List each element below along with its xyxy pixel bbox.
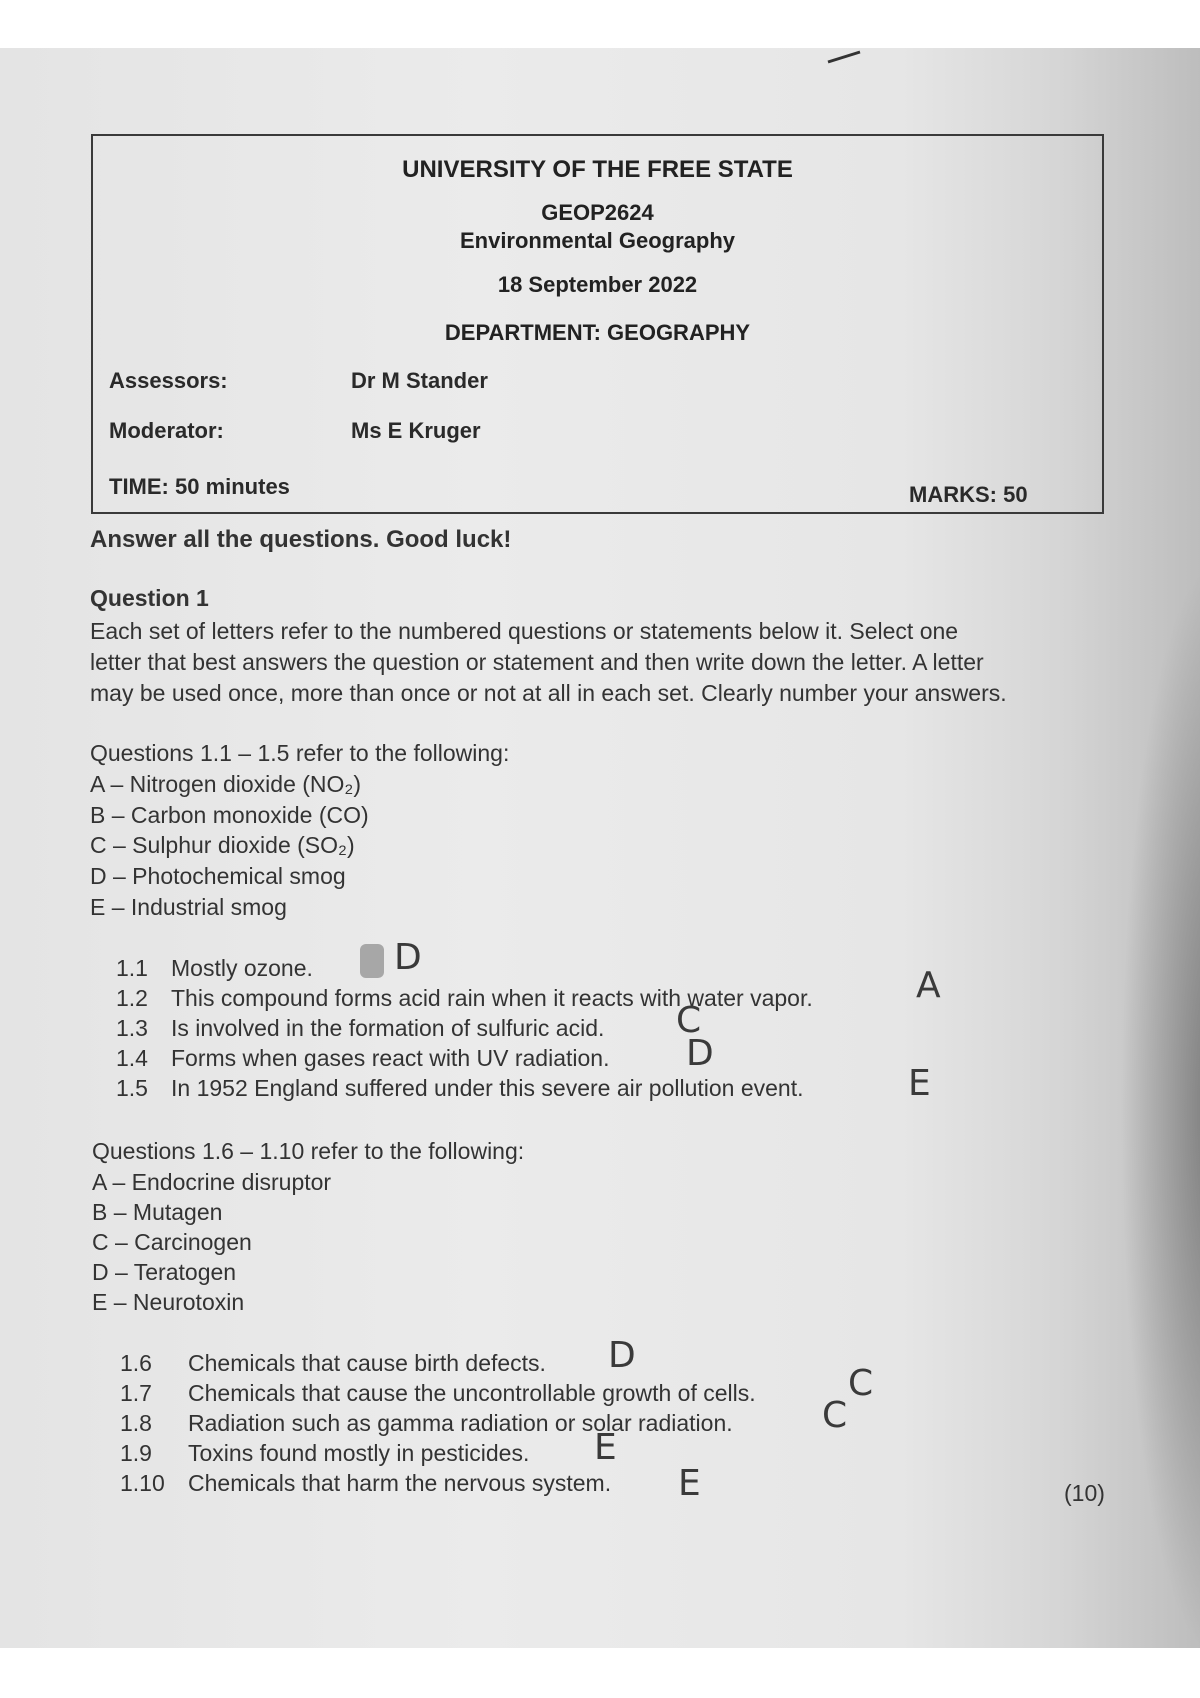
item-text: This compound forms acid rain when it reacts with water vapor. (171, 985, 813, 1011)
option: E – Industrial smog (90, 894, 287, 920)
question-item (120, 1380, 756, 1407)
item-number: 1.3 (116, 1015, 148, 1041)
handwritten-answer: C (822, 1395, 848, 1436)
intro-line: may be used once, more than once or not at all in each set. Clearly number your answers. (90, 680, 1007, 706)
question-marks: (10) (1064, 1480, 1105, 1506)
assessors-value: Dr M Stander (351, 368, 488, 393)
option: C – Carcinogen (92, 1229, 252, 1255)
exam-header-box (91, 134, 1104, 514)
handwritten-answer: D (394, 937, 422, 978)
item-number: 1.1 (116, 955, 148, 981)
handwritten-answer: D (608, 1335, 636, 1376)
option: A – Endocrine disruptor (92, 1169, 332, 1195)
option: B – Carbon monoxide (CO) (90, 802, 369, 828)
handwritten-answer: E (594, 1427, 617, 1468)
item-text: Chemicals that harm the nervous system. (188, 1470, 612, 1496)
exam-date: 18 September 2022 (497, 272, 698, 297)
handwritten-answer: C (676, 1000, 702, 1041)
item-number: 1.2 (116, 985, 148, 1011)
total-marks: MARKS: 50 (909, 482, 1028, 507)
question-item (116, 985, 813, 1012)
item-text: Mostly ozone. (171, 955, 313, 981)
item-number: 1.5 (116, 1075, 148, 1101)
item-number: 1.9 (120, 1440, 152, 1466)
item-number: 1.4 (116, 1045, 148, 1071)
item-text: Toxins found mostly in pesticides. (188, 1440, 530, 1466)
option: D – Teratogen (92, 1259, 237, 1285)
item-number: 1.7 (120, 1380, 152, 1406)
department: DEPARTMENT: GEOGRAPHY (444, 320, 751, 345)
scribble-mark (360, 944, 384, 978)
intro-line: Each set of letters refer to the numbered questions or statements below it. Select one (90, 618, 959, 644)
set1-heading: Questions 1.1 – 1.5 refer to the following: (90, 740, 510, 766)
item-text: In 1952 England suffered under this severe air pollution event. (171, 1075, 804, 1101)
hand-shadow (1120, 560, 1200, 1660)
handwritten-answer: D (686, 1033, 714, 1074)
question-item (116, 955, 313, 982)
item-text: Is involved in the formation of sulfuric acid. (171, 1015, 605, 1041)
time-allowed: TIME: 50 minutes (109, 474, 290, 499)
item-text: Forms when gases react with UV radiation. (171, 1045, 610, 1071)
question-item (116, 1015, 604, 1042)
option: C – Sulphur dioxide (SO₂) (90, 832, 355, 858)
handwritten-answer: A (916, 965, 941, 1006)
moderator-label: Moderator: (109, 418, 224, 443)
item-number: 1.8 (120, 1410, 152, 1436)
set2-heading: Questions 1.6 – 1.10 refer to the following: (92, 1138, 525, 1164)
university-name: UNIVERSITY OF THE FREE STATE (402, 156, 793, 183)
option: A – Nitrogen dioxide (NO₂) (90, 771, 361, 797)
question-title: Question 1 (90, 585, 209, 611)
item-number: 1.6 (120, 1350, 152, 1376)
option: B – Mutagen (92, 1199, 223, 1225)
handwritten-answer: E (908, 1063, 931, 1104)
option: D – Photochemical smog (90, 863, 346, 889)
pen-mark (826, 48, 866, 68)
question-item (120, 1410, 733, 1437)
item-number: 1.10 (120, 1470, 165, 1496)
course-name: Environmental Geography (459, 228, 736, 253)
question-item (116, 1075, 804, 1102)
question-item (120, 1350, 546, 1377)
assessors-label: Assessors: (109, 368, 228, 393)
question-item (120, 1440, 529, 1467)
item-text: Radiation such as gamma radiation or solar radiation. (188, 1410, 733, 1436)
option: E – Neurotoxin (92, 1289, 245, 1315)
question-item (116, 1045, 609, 1072)
handwritten-answer: E (678, 1463, 701, 1504)
instruction: Answer all the questions. Good luck! (90, 526, 512, 553)
item-text: Chemicals that cause birth defects. (188, 1350, 546, 1376)
handwritten-answer: C (848, 1363, 874, 1404)
intro-line: letter that best answers the question or statement and then write down the letter. A letter (90, 649, 984, 675)
item-text: Chemicals that cause the uncontrollable growth of cells. (188, 1380, 756, 1406)
moderator-value: Ms E Kruger (351, 418, 481, 443)
question-item (120, 1470, 611, 1497)
course-code: GEOP2624 (541, 200, 654, 225)
